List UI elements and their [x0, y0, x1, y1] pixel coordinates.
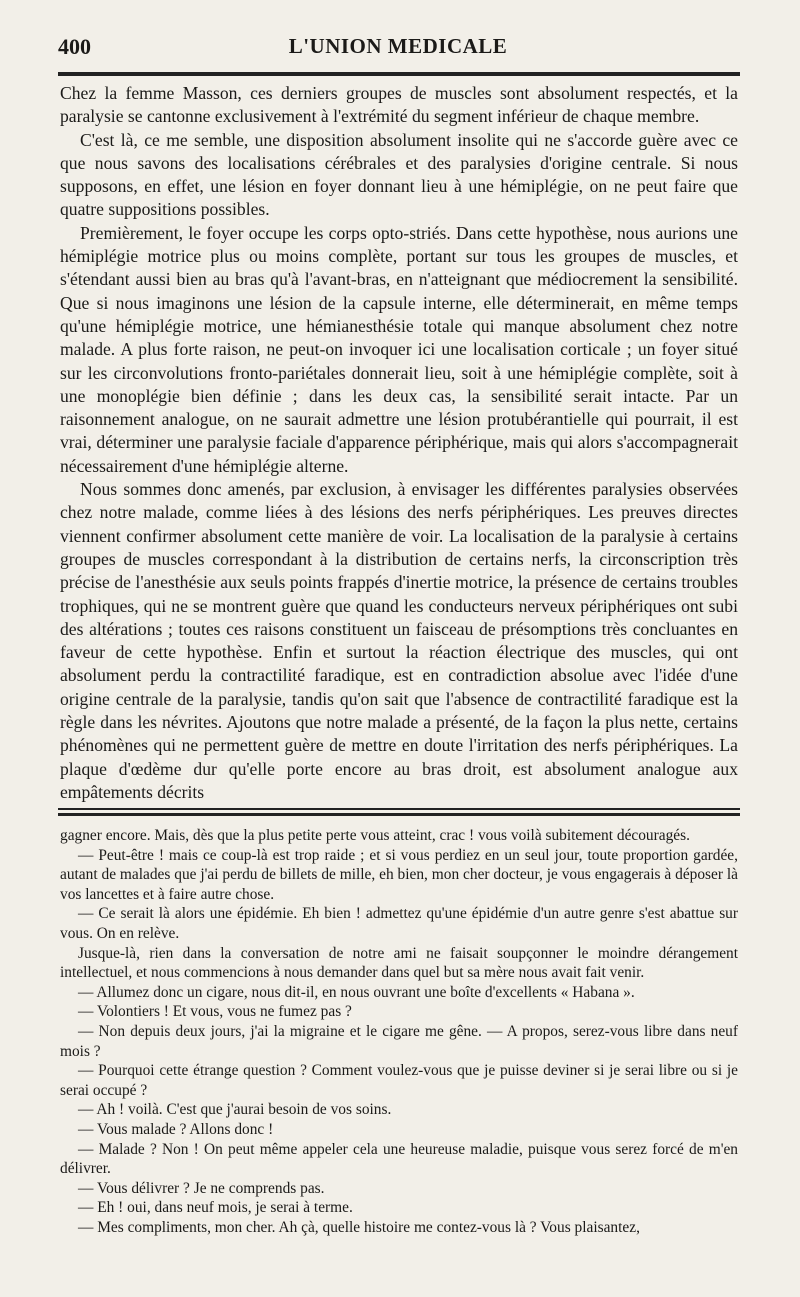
feuilleton-paragraph: — Vous malade ? Allons donc ! [78, 1120, 274, 1138]
feuilleton-body [60, 826, 738, 1237]
article-paragraph: Chez la femme Masson, ces derniers groupes de muscles sont absolument respectés, et la paralysie se cantonne exclusivement à l'extrémité du segment inférieur de chaque membre. [60, 83, 738, 127]
page-number: 400 [58, 34, 91, 59]
feuilleton-divider [58, 808, 740, 810]
feuilleton-paragraph: — Eh ! oui, dans neuf mois, je serai à terme. [78, 1199, 353, 1217]
feuilleton-paragraph: — Ce serait là alors une épidémie. Eh bien ! admettez qu'une épidémie d'un autre genre s'est abattue sur vous. On en relève. [60, 905, 738, 942]
feuilleton-paragraph: — Allumez donc un cigare, nous dit-il, en nous ouvrant une boîte d'excellents « Habana ». [78, 983, 635, 1001]
feuilleton-paragraph: — Malade ? Non ! On peut même appeler cela une heureuse maladie, puisque vous serez forcé de m'en délivrer. [60, 1140, 738, 1178]
feuilleton-paragraph: — Non depuis deux jours, j'ai la migraine et le cigare me gêne. — A propos, serez-vous libre dans neuf mois ? [60, 1022, 738, 1060]
feuilleton-paragraph: — Peut-être ! mais ce coup-là est trop raide ; et si vous perdiez en un seul jour, toute proportion gardée, autant de malades que j'ai perdu de billets de mille, eh bien, mon cher docteur, je vous engagerais à déposer là vos lancettes et à faire autre chose. [60, 846, 738, 903]
feuilleton-divider-thick [58, 813, 740, 816]
feuilleton-paragraph: — Mes compliments, mon cher. Ah çà, quelle histoire me contez-vous là ? Vous plaisantez, [78, 1218, 640, 1236]
feuilleton-paragraph: — Vous délivrer ? Je ne comprends pas. [78, 1179, 325, 1197]
article-paragraph: Premièrement, le foyer occupe les corps opto-striés. Dans cette hypothèse, nous aurions une hémiplégie motrice plus ou moins complète, portant sur tous les groupes de muscles, et s'étendant aussi bien au bras qu'à l'avant-bras, en n'atteignant que médiocrement la sensibilité. Que si nous imaginons une lésion de la capsule interne, elle déterminerait, en même temps qu'une hémiplégie motrice, une hémianesthésie totale qui manque absolument chez notre malade. A plus forte raison, ne peut-on invoquer ici une localisation corticale ; un foyer situé sur les circonvolutions fronto-pariétales donnerait lieu, soit à une hémiplégie complète, soit à une monoplégie bien définie ; dans les deux cas, la sensibilité serait intacte. Par un raisonnement analogue, on ne saurait admettre une lésion protubérantielle qui pourrait, il est vrai, déterminer une paralysie faciale d'apparence périphérique, mais qui alors s'accompagnerait nécessairement d'une hémiplégie alterne. [60, 222, 738, 476]
feuilleton-paragraph: — Ah ! voilà. C'est que j'aurai besoin de vos soins. [78, 1101, 392, 1119]
article-paragraph: C'est là, ce me semble, une disposition absolument insolite qui ne s'accorde guère avec ce que nous savons des localisations cérébrales et des paralysies d'origine centrale. Si nous supposons, en effet, une lésion en foyer donnant lieu à une hémiplégie, on ne peut faire que quatre suppositions possibles. [60, 129, 738, 220]
feuilleton-paragraph: Jusque-là, rien dans la conversation de notre ami ne faisait soupçonner le moindre dérangement intellectuel, et nous commencions à nous demander dans quel but sa mère nous avait fait venir. [60, 944, 738, 982]
feuilleton-paragraph: gagner encore. Mais, dès que la plus petite perte vous atteint, crac ! vous voilà subitement découragés. [60, 827, 690, 844]
article-body [60, 82, 738, 804]
feuilleton-paragraph: — Volontiers ! Et vous, vous ne fumez pas ? [78, 1003, 352, 1021]
header-rule [58, 72, 740, 76]
feuilleton-paragraph: — Pourquoi cette étrange question ? Comment voulez-vous que je puisse deviner si je serai libre ou si je serai occupé ? [60, 1062, 738, 1099]
page-header [58, 30, 738, 66]
article-paragraph: Nous sommes donc amenés, par exclusion, à envisager les différentes paralysies observées chez notre malade, comme liées à des lésions des nerfs périphériques. Les preuves directes viennent confirmer absolument cette manière de voir. La localisation de la paralysie à certains groupes de muscles correspondant à la distribution de certains nerfs, la circonscription très précise de l'anesthésie aux seuls points frappés d'inertie motrice, la présence de certains troubles trophiques, qui ne se montrent guère que quand les conducteurs nerveux périphériques ont subi des altérations ; toutes ces raisons constituent un faisceau de présomptions très concluantes en faveur de cette hypothèse. Enfin et surtout la réaction électrique des muscles, qui ont absolument perdu la contractilité faradique, est en contradiction absolue avec l'idée d'une origine centrale de la paralysie, tandis qu'on sait que l'absence de contractilité faradique est la règle dans les névrites. Ajoutons que notre malade a présenté, de la façon la plus nette, certains phénomènes qui ne permettent guère de mettre en doute l'irritation des nerfs périphériques. La plaque d'œdème dur qu'elle porte encore au bras droit, est absolument analogue aux empâtements décrits [60, 479, 738, 802]
running-title: L'UNION MEDICALE [288, 34, 508, 58]
